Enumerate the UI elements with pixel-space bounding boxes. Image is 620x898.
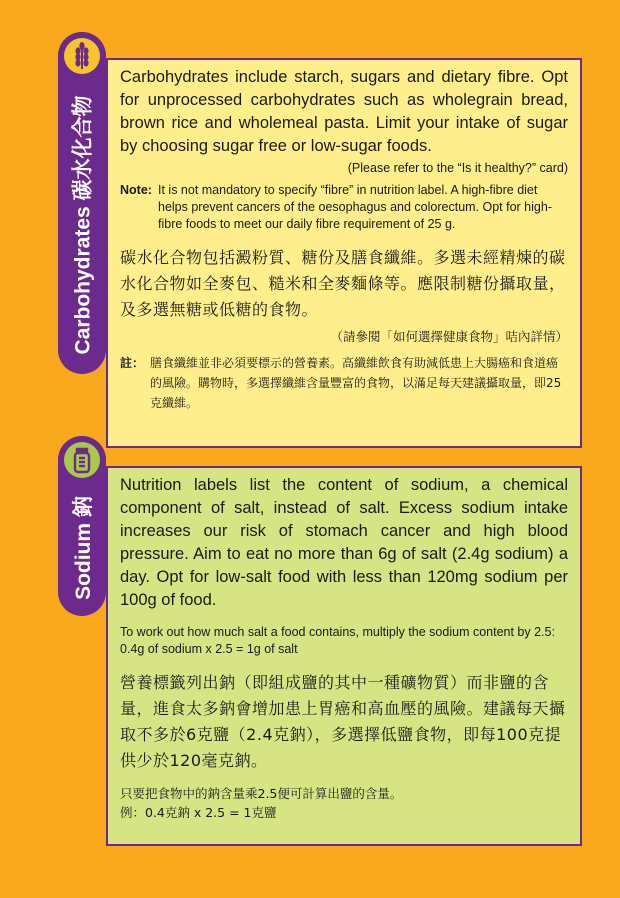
- sodium-chinese-calculation: 只要把食物中的鈉含量乘2.5便可計算出鹽的含量。: [120, 786, 403, 801]
- sodium-chinese-text: 營養標籤列出鈉（即組成鹽的其中一種礦物質）而非鹽的含量，進食太多鈉會增加患上胃癌和高血壓的風險。建議每天攝取不多於6克鹽（2.4克鈉），多選擇低鹽食物，即每100克提供少於120毫克鈉。: [120, 673, 566, 770]
- sodium-panel: [106, 466, 582, 846]
- note-text: It is not mandatory to specify “fibre” in nutrition label. A high-fibre diet helps prevent cancers of the oesophagus and colorectum. Opt for high-fibre foods to meet our daily fibre requirement of 25 g.: [158, 183, 552, 231]
- sodium-tab: [58, 436, 106, 616]
- note-label: Note:: [120, 183, 152, 197]
- sodium-tab-label: Sodium 鈉: [72, 496, 95, 600]
- wheat-icon: [69, 41, 95, 71]
- carbohydrates-tab: [58, 32, 106, 374]
- note-text-zh: 膳食纖維並非必須要標示的營養素。高纖維飲食有助減低患上大腸癌和食道癌的風險。購物時，多選擇纖維含量豐富的食物，以滿足每天建議攝取量，即25克纖維。: [150, 356, 562, 410]
- sodium-icon-badge: [58, 436, 106, 484]
- carbohydrates-chinese-reference: （請參閱「如何選擇健康食物」咭內詳情）: [330, 329, 568, 344]
- sodium-english-calculation: To work out how much salt a food contains, multiply the sodium content by 2.5: 0.4g of sodium x 2.5 = 1g of salt: [120, 625, 555, 656]
- sodium-english-text: Nutrition labels list the content of sodium, a chemical component of salt, instead of salt. Excess sodium intake increases our risk of stomach cancer and high blood pressure. Aim to eat no more than 6g of salt (2.4g sodium) a day. Opt for low-salt food with less than 120mg sodium per 100g of food.: [120, 476, 568, 609]
- salt-shaker-icon: [71, 445, 93, 475]
- carbohydrates-english-reference: (Please refer to the “Is it healthy?” card): [347, 161, 568, 175]
- sodium-chinese-example: 例：0.4克鈉 x 2.5 = 1克鹽: [120, 805, 277, 820]
- carbohydrates-icon-badge: [58, 32, 106, 80]
- carbohydrates-chinese-text: 碳水化合物包括澱粉質、糖份及膳食纖維。多選未經精煉的碳水化合物如全麥包、糙米和全麥麵條等。應限制糖份攝取量，及多選無糖或低糖的食物。: [120, 248, 566, 319]
- carbohydrates-tab-label: Carbohydrates 碳水化合物: [72, 95, 96, 355]
- carbohydrates-chinese-note: [120, 353, 568, 413]
- carbohydrates-english-note: [120, 182, 568, 233]
- carbohydrates-english-text: Carbohydrates include starch, sugars and dietary fibre. Opt for unprocessed carbohydrates such as wholegrain bread, brown rice and wholemeal pasta. Limit your intake of sugar by choosing sugar free or low-sugar foods.: [120, 68, 568, 155]
- carbohydrates-panel: [106, 58, 582, 448]
- note-label-zh: 註：: [120, 356, 145, 370]
